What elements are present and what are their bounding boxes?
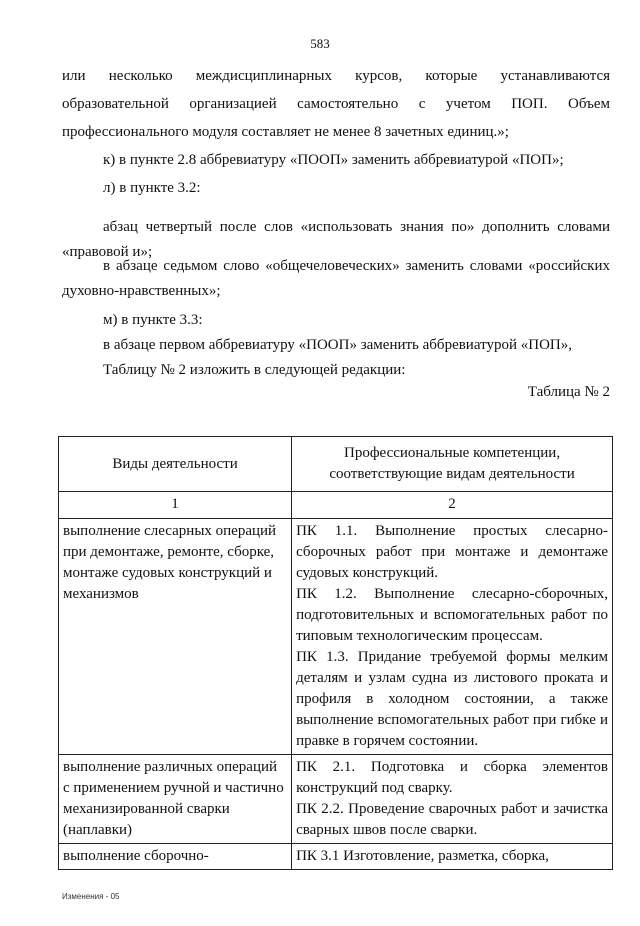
page-number: 583 <box>310 36 330 51</box>
table-number-row <box>59 492 613 519</box>
table-header-row <box>59 437 613 492</box>
header-activities: Виды деятельности <box>59 437 292 492</box>
column-number-1: 1 <box>59 492 292 519</box>
body-line-10: м) в пункте 3.3: <box>103 312 203 328</box>
body-line-4: к) в пункте 2.8 аббревиатуру «ПООП» заменить аббревиатурой «ПОП»; <box>103 152 564 168</box>
body-line-2: образовательной организацией самостоятельно с учетом ПОП. Объем <box>62 96 610 112</box>
competencies-table <box>58 436 613 870</box>
activity-cell: выполнение слесарных операций при демонтаже, ремонте, сборке, монтаже судовых конструкций и механизмов <box>59 519 292 755</box>
table-caption: Таблица № 2 <box>527 384 610 400</box>
competency-item: ПК 2.1. Подготовка и сборка элементов конструкций под сварку. <box>296 759 608 796</box>
table-row <box>59 755 613 844</box>
table-row <box>59 844 613 870</box>
body-line-1: или несколько междисциплинарных курсов, которые устанавливаются <box>62 68 610 84</box>
body-line-5: л) в пункте 3.2: <box>103 180 201 196</box>
competency-item: ПК 3.1 Изготовление, разметка, сборка, <box>296 848 549 864</box>
activity-cell: выполнение различных операций с применением ручной и частично механизированной сварки (наплавки) <box>59 755 292 844</box>
competencies-cell <box>292 519 613 755</box>
body-line-8: в абзаце седьмом слово «общечеловеческих» заменить словами «российских <box>103 258 610 274</box>
body-line-9: духовно-нравственных»; <box>62 283 221 299</box>
activity-cell: выполнение сборочно- <box>59 844 292 870</box>
body-line-3: профессионального модуля составляет не менее 8 зачетных единиц.»; <box>62 124 509 140</box>
competency-item: ПК 1.1. Выполнение простых слесарно-сборочных работ при монтаже и демонтаже судовых конструкций. <box>296 523 608 581</box>
table-row <box>59 519 613 755</box>
competencies-cell <box>292 844 613 870</box>
body-line-11: в абзаце первом аббревиатуру «ПООП» заменить аббревиатурой «ПОП», <box>103 337 572 353</box>
body-line-6: абзац четвертый после слов «использовать знания по» дополнить словами <box>103 219 610 235</box>
competency-item: ПК 1.2. Выполнение слесарно-сборочных, подготовительных и вспомогательных работ по типовым технологическим процессам. <box>296 586 608 644</box>
competencies-cell <box>292 755 613 844</box>
body-line-12: Таблицу № 2 изложить в следующей редакции: <box>103 362 406 378</box>
competency-item: ПК 1.3. Придание требуемой формы мелким деталям и узлам судна из листового проката и профиля в холодном состоянии, а также выполнение вспомогательных работ при гибке и правке в горячем состоянии. <box>296 649 608 749</box>
footer-note: Изменения - 05 <box>62 892 120 901</box>
column-number-2: 2 <box>292 492 613 519</box>
header-competencies: Профессиональные компетенции, соответствующие видам деятельности <box>292 437 613 492</box>
body-line-7: «правовой и»; <box>62 244 153 260</box>
competency-item: ПК 2.2. Проведение сварочных работ и зачистка сварных швов после сварки. <box>296 801 608 838</box>
